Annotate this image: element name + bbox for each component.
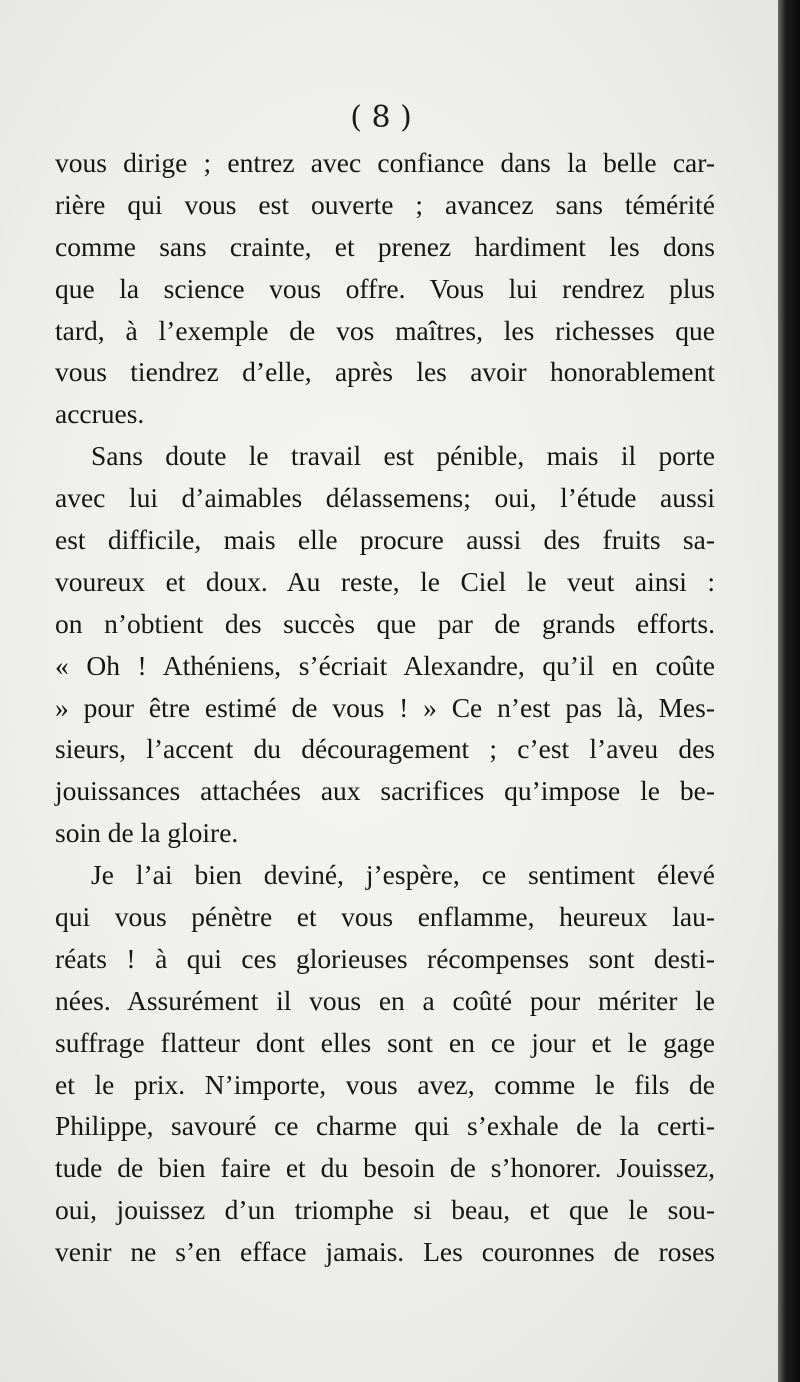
text-line: voureux et doux. Au reste, le Ciel le veut ainsi : <box>55 565 715 597</box>
text-line: venir ne s’en efface jamais. Les couronnes de roses <box>55 1236 715 1268</box>
text-line: comme sans crainte, et prenez hardiment les dons <box>55 230 715 262</box>
page-number: ( 8 ) <box>350 100 412 135</box>
text-line: suffrage flatteur dont elles sont en ce jour et le gage <box>55 1026 715 1058</box>
text-line: et le prix. N’importe, vous avez, comme le fils de <box>55 1068 715 1100</box>
text-line: est difficile, mais elle procure aussi des fruits sa- <box>55 524 715 556</box>
text-line: Philippe, savouré ce charme qui s’exhale de la certi- <box>55 1110 715 1142</box>
text-line: oui, jouissez d’un triomphe si beau, et que le sou- <box>55 1194 715 1226</box>
text-line: sieurs, l’accent du découragement ; c’est l’aveu des <box>55 733 715 765</box>
body-text <box>55 142 715 1273</box>
text-line: vous tiendrez d’elle, après les avoir honorablement <box>55 356 715 388</box>
text-line: qui vous pénètre et vous enflamme, heureux lau- <box>55 901 715 933</box>
text-line: nées. Assurément il vous en a coûté pour mériter le <box>55 984 715 1016</box>
text-line: » pour être estimé de vous ! » Ce n’est pas là, Mes- <box>55 691 715 723</box>
text-line: accrues. <box>55 398 145 430</box>
text-line: tude de bien faire et du besoin de s’honorer. Jouissez, <box>55 1152 715 1184</box>
text-line: jouissances attachées aux sacrifices qu’impose le be- <box>55 775 715 807</box>
text-line: vous dirige ; entrez avec confiance dans la belle car- <box>55 147 715 178</box>
text-line: tard, à l’exemple de vos maîtres, les richesses que <box>55 314 715 346</box>
text-line: avec lui d’aimables délassemens; oui, l’étude aussi <box>55 482 715 514</box>
text-line: Sans doute le travail est pénible, mais il porte <box>91 440 715 472</box>
text-line: on n’obtient des succès que par de grands efforts. <box>55 607 715 639</box>
text-line: réats ! à qui ces glorieuses récompenses sont desti- <box>55 942 715 974</box>
text-line: que la science vous offre. Vous lui rendrez plus <box>55 272 715 304</box>
text-line: rière qui vous est ouverte ; avancez sans témérité <box>55 188 715 220</box>
book-spine-shadow <box>778 0 800 1382</box>
text-line: « Oh ! Athéniens, s’écriait Alexandre, qu’il en coûte <box>55 649 715 681</box>
text-line: soin de la gloire. <box>55 817 239 849</box>
text-line: Je l’ai bien deviné, j’espère, ce sentiment élevé <box>91 859 715 891</box>
